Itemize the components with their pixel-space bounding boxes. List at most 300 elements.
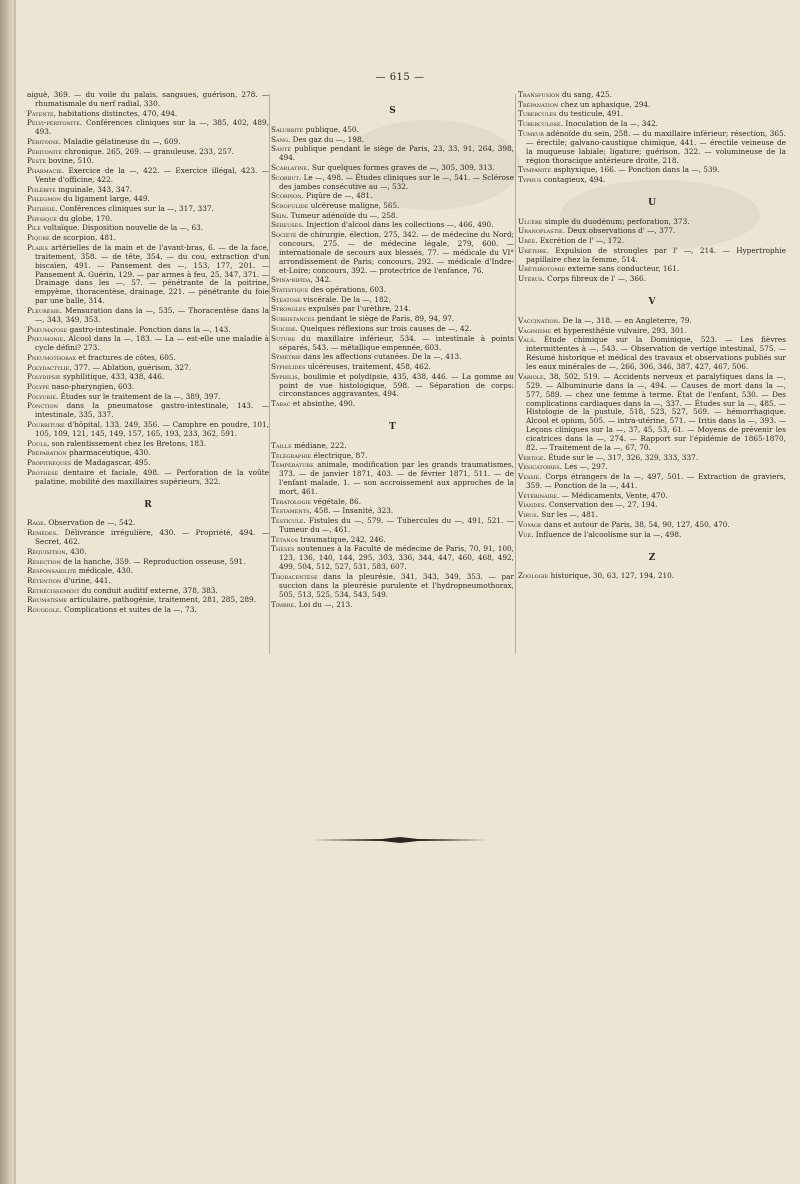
section-letter-t: T [389,422,396,433]
entry-text: d'hôpital, 133, 249, 356. — Camphre en poudre, 101, 105, 109, 121, 145, 149, 157, 165, 193, 233, 362, 591. [35,420,269,438]
index-entry [271,507,514,516]
entry-text: et hyperesthésie vulvaire, 293, 301. [551,325,687,335]
entry-text: . Complications et suites de la —, 73. [59,605,197,615]
entry-text: , son ralentissement chez les Bretons, 183. [46,438,207,448]
entry-text: . Sur quelques formes graves de —, 305, 309, 313. [307,162,495,172]
entry-text: . De la —, 318. — en Angleterre, 79. [558,315,692,325]
entry-headword: Résection [27,556,61,566]
entry-headword: Typhus [518,174,542,184]
entry-headword: Santé [271,144,291,154]
entry-text: dans la pleurésie, 341, 343, 349, 353. — par succion dans la pleurésie purulente et l'hydropneumothorax, 505, 513, 525, 534, 543, 549. [279,572,514,599]
entry-headword: Transfusion [518,90,560,99]
entry-text: articulaire, pathogénie, traitement, 281, 285, 289. [67,595,256,605]
entry-text: . Piqûre de —, 481. [301,191,373,201]
entry-headword: Uréthrotomie [518,264,566,274]
index-entry [27,224,269,233]
index-entry [27,354,269,363]
index-entry [27,393,269,402]
entry-text: . Étude sur le —, 317, 326, 329, 333, 337. [543,452,699,462]
entry-headword: Tératologie [271,496,312,506]
entry-text: expulsés par l'urèthre, 214. [305,304,411,314]
index-entry [27,577,269,586]
entry-headword: Remèdes [27,528,56,538]
entry-text: des opérations, 603. [308,285,386,295]
entry-headword: Virus [518,510,537,520]
entry-text: de chirurgie, élection, 275, 342. — de médecine du Nord; concours, 275. — de médecine légale, 279, 600. — internationale de secours aux blessés, 77. — médicale du VI° arrondissement de Paris; concours, 292. — médicale d'Indre-et-Loire; concours, 392. — protectrice de l'enfance, 76. [279,230,514,275]
entry-headword: Zoologie [518,571,549,581]
index-entry [27,548,269,557]
index-entry [271,202,514,211]
index-entry [518,327,786,336]
entry-headword: Sang [271,134,288,144]
entry-headword: Voyage [518,519,542,529]
entry-headword: Subsistances [271,314,315,324]
entry-headword: Vessie [518,472,540,482]
entry-text: . Conservation des —, 27, 194. [544,500,658,510]
entry-text: . Corps étrangers de la —, 497, 501. — Extraction de graviers, 359. — Ponction de la —, 441. [526,472,786,491]
entry-headword: Préparation [27,448,67,458]
entry-headword: Stéatose [271,294,301,304]
entry-headword: Peste [27,156,46,166]
index-entry [27,383,269,392]
index-entry [271,145,514,163]
entry-headword: Pourriture [27,420,65,430]
entry-headword: Polydactylie [27,362,70,372]
entry-headword: Tabac [271,399,291,409]
entry-list [271,442,514,609]
index-entry [27,215,269,224]
entry-text: naso-pharyngien, 603. [49,382,135,392]
entry-text: historique, 30, 63, 127, 194, 210. [548,571,675,581]
index-entry [518,166,786,175]
entry-headword: Physique [27,213,57,223]
entry-text: pendant le siège de Paris, 89, 94, 97. [314,314,455,324]
entry-headword: Vertige [518,452,544,462]
entry-text: , 458. — Insanité, 323. [309,506,394,516]
entry-text: , 342. [310,275,332,285]
entry-text: de Madagascar, 495. [71,458,151,468]
entry-text: syphilitique, 433, 438, 446. [60,372,165,382]
entry-headword: Péritoine [27,136,59,146]
entry-text: inguinale, 343, 347. [55,184,133,194]
index-entry [518,120,786,129]
entry-text: . Délivrance irrégulière, 430. — Propriété, 494. — Secret, 462. [35,528,269,547]
entry-headword: Urèthre [518,245,547,255]
entry-text: . Fistules du —, 579. — Tubercules du —, 491, 521. — Tumeur du —, 461. [279,516,514,535]
entry-headword: Pouls [27,438,47,448]
entry-headword: Pharmacie [27,166,62,176]
entry-text: publique pendant le siège de Paris, 23, 33, 91, 264, 398, 494. [279,144,514,163]
index-entry [271,212,514,221]
entry-headword: Ponction [27,401,58,411]
entry-list [518,317,786,540]
entry-text: dans la pneumatose gastro-intestinale, 143. — intestinale, 335, 337. [35,401,269,420]
entry-headword: Utérus [518,274,543,284]
entry-headword: Réquisition [27,546,66,556]
binding-edge [14,0,16,1184]
index-entry [271,231,514,276]
entry-text: pharmaceutique, 430. [66,448,151,458]
entry-headword: Timbre [271,599,295,609]
index-entry [27,558,269,567]
index-column-1 [27,91,269,616]
index-entry [27,205,269,214]
entry-text: . Études sur le traitement de la —, 389, 397. [55,391,221,401]
index-entry [271,296,514,305]
entry-text: électrique, 87. [311,450,368,460]
index-entry [518,227,786,236]
entry-list [518,218,786,284]
section-letter-u: U [648,197,656,208]
entry-text: et fractures de côtes, 605. [76,352,176,362]
index-entry [518,521,786,530]
entry-headword: Rhumatisme [27,595,68,605]
index-entry [27,459,269,468]
entry-headword: Suicide [271,323,296,333]
entry-headword: Tympanite [518,165,552,175]
column-rule [515,94,516,654]
entry-headword: Scorbut [271,172,299,182]
entry-text: . Mensuration dans la —, 535. — Thoracentèse dans la —, 343, 349, 353. [35,306,269,324]
index-entry [271,400,514,409]
index-entry [518,237,786,246]
entry-headword: Responsabilité [27,566,77,576]
index-entry [27,606,269,615]
entry-headword: Vétérinaire [518,490,558,500]
index-entry [271,601,514,610]
entry-headword: Pneumatose [27,324,68,334]
index-column-3 [518,91,786,582]
index-entry [271,315,514,324]
entry-text: du ligament large, 449. [60,194,150,204]
entry-text: animale, modification par les grands traumatismes, 373. — de janvier 1871, 403. — de février 1871, 511. — de l'enfant malade, 1. — son accroissement aux approches de la mort, 461. [279,460,514,497]
entry-text: . Maladie gélatineuse du —, 609. [58,136,181,146]
index-entry [271,286,514,295]
entry-headword: Variole [518,371,544,381]
section-letter-z: Z [648,552,656,563]
entry-text: médiane, 222. [291,440,347,450]
index-entry [271,573,514,600]
index-entry [271,221,514,230]
index-entry [271,536,514,545]
index-entry [518,572,786,581]
entry-text: . Injection d'alcool dans les collections —, 466, 490. [301,220,494,230]
entry-headword: Urée [518,236,536,246]
entry-text: . Tumeur adénoïde du —, 258. [286,210,398,220]
index-entry [518,317,786,326]
index-entry [271,174,514,192]
entry-headword: Tumeur [518,128,544,138]
index-entry [27,157,269,166]
entry-text: du maxillaire inférieur, 534. — intestinale à points séparés, 543. — métallique empennée, 603. [279,333,514,352]
entry-text: , 377. — Ablation, guérison, 327. [69,362,192,372]
entry-text: , boulimie et polydipsie, 435, 438, 446. — La gomme au point de vue histologique, 598. — Séparation de corps: circonstances aggravantes, 494. [279,371,514,399]
index-entry [518,501,786,510]
entry-text: contagieux, 494. [541,174,606,184]
entry-headword: Phlegmon [27,194,61,204]
column-rule [269,94,270,654]
entry-text: d'urine, 441. [61,575,111,585]
index-entry [27,440,269,449]
page-number: — 615 — [375,72,425,83]
entry-headword: Séreuses [271,220,302,230]
index-entry [271,126,514,135]
entry-text: chronique. 265, 269. — granuleuse, 233, 257. [62,146,234,156]
entry-headword: Pelvi-péritonite [27,118,80,128]
entry-text: . Les —, 297. [559,462,608,472]
entry-text: ulcéreuses, traitement, 458, 462. [305,361,431,371]
index-entry [271,164,514,173]
index-entry [518,473,786,491]
entry-text: . — Médicaments, Vente, 470. [557,490,668,500]
index-entry [27,449,269,458]
index-column-2 [271,91,514,610]
entry-text: . Conférences cliniques sur la —, 385, 402, 489, 493. [35,118,269,137]
entry-headword: Vaccination [518,315,559,325]
entry-headword: Polydipsie [27,372,61,382]
index-entry [271,373,514,400]
entry-text: . Deux observations d' —, 377. [562,226,676,236]
entry-text: , 430. [65,546,87,556]
index-entry [27,148,269,157]
entry-text: du testicule, 491. [556,109,624,119]
index-entry [518,265,786,274]
index-entry [27,587,269,596]
entry-headword: Polyurie [27,391,56,401]
index-entry [518,176,786,185]
index-entry [27,186,269,195]
entry-list [271,126,514,409]
entry-text: de la hanche, 359. — Reproduction osseuse, 591. [60,556,246,566]
index-entry [271,452,514,461]
entry-headword: Scorpion [271,191,302,201]
entry-headword: Tuberculose [518,119,561,129]
entry-text: gastro-intestinale. Ponction dans la —, 143. [67,324,231,334]
index-entry [518,463,786,472]
entry-headword: Patente [27,108,54,118]
entry-headword: Péritonite [27,146,63,156]
index-entry [518,373,786,453]
entry-headword: Testaments [271,506,310,516]
entry-headword: Strongles [271,304,306,314]
entry-headword: Prothèse [27,467,59,477]
entry-text: externe sans conducteur, 161. [565,264,680,274]
index-entry [27,110,269,119]
index-entry [271,335,514,353]
index-entry [518,130,786,166]
entry-text: . Des gaz du —, 198. [287,134,364,144]
entry-headword: Thoracentèse [271,572,318,581]
index-entry [27,91,269,109]
index-entry [27,519,269,528]
entry-headword: Rétention [27,575,62,585]
index-entry [271,363,514,372]
index-entry [27,364,269,373]
entry-text: simple du duodénum; perforation, 373. [542,216,690,226]
index-entry [271,517,514,535]
entry-headword: Syphilis [271,371,298,381]
entry-text: voltaïque. Disposition nouvelle de la —, 63. [40,223,204,233]
entry-text: du sang, 425. [559,90,612,99]
index-entry [27,596,269,605]
entry-headword: Vue [518,529,532,539]
entry-text: , 38, 502, 519. — Accidents nerveux et paralytiques dans la —, 529. — Albuminurie dans la —, 494. — Causes de mort dans la —, 577, 589. — chez une femme à terme. État de l'enfant, 530. — Des complications cardiaques dans la —, 337. — Études sur la —, 485. — Histologie de la pustule, 518, 523, 527, 569. — hémorrhagique. Alcool et opium, 505. — intra-utérine, 571. — Iritis dans la —, 393. — Leçons cliniques sur la —, 37, 45, 53, 61. — Moyens de prévenir les cicatrices dans la —, 274. — Rapport sur l'épidémie de 1865-1870, 82. — Traitement de la —, 67, 70. [526,371,786,453]
index-entry [518,275,786,284]
entry-text: . Étude chimique sur la Dominique, 523. — Les fièvres intermittentes à —, 543. — Observation de vertige intestinal, 575. — Résumé historique et médical des travaux et observations publiés sur les eaux minérales de —, 266, 306, 346, 387, 427, 467, 506. [526,335,786,372]
entry-text: dans et autour de Paris, 38, 54, 90, 127, 450, 470. [541,519,730,529]
index-entry [27,469,269,487]
entry-text: et absinthe, 490. [290,399,356,409]
entry-text: . Sur les —, 481. [536,510,598,520]
entry-text: ulcéreuse maligne, 565. [308,200,400,210]
entry-headword: Symétrie [271,352,301,362]
index-entry [271,461,514,497]
entry-headword: Rage [27,518,44,528]
entry-list [518,572,786,581]
entry-headword: Vésicatoires [518,462,560,472]
entry-headword: Rétrécissement [27,585,80,595]
entry-headword: Trépanation [518,99,559,109]
index-entry [27,167,269,185]
entry-text: . Corps fibreux de l' —, 366. [542,274,647,284]
index-entry [27,421,269,439]
index-entry [27,138,269,147]
entry-headword: Suture [271,333,296,343]
index-entry [518,336,786,372]
entry-headword: Tétanos [271,534,299,544]
entry-text: de scorpion, 481. [49,233,116,243]
entry-text: . Expulsion de strongles par l' —, 214. — Hypertrophie papillaire chez la femme, 514. [526,245,786,264]
entry-headword: Vals [518,335,534,345]
index-entry [271,305,514,314]
index-entry [518,247,786,265]
entry-headword: Scarlatine [271,162,308,172]
entry-text: adénoïde du sein, 258. — du maxillaire inférieur; résection, 365. — érectile; galvano-caustique chimique, 441. — érectile veineuse de la muqueuse labiale; ligature; guérison, 322. — volumineuse de la région thoracique antérieure droite, 218. [526,128,786,165]
index-entry [518,531,786,540]
entry-text: . Observation de —, 542. [43,518,136,528]
entry-headword: Piqure [27,233,50,243]
index-entry [518,454,786,463]
end-ornament-rule [312,828,488,834]
entry-headword: Spina-bifida [271,275,311,285]
entry-headword: Société [271,230,297,240]
index-entry [27,402,269,420]
entry-text: viscérale. De la —, 182. [300,294,391,304]
index-entry [27,119,269,137]
entry-text: traumatique, 242, 246. [298,534,386,544]
entry-text: publique, 450. [303,124,359,134]
entry-headword: Testicule [271,516,304,526]
entry-text: . Quelques réflexions sur trois causes de —, 42. [295,323,472,333]
section-letter-v: V [648,297,656,308]
entry-headword: Taille [271,440,292,450]
entry-headword: Tubercules [518,109,557,119]
index-entry [518,101,786,110]
entry-text: . Le —, 498. — Études cliniques sur le —, 541. — Sclérose des jambes consécutive au —, 532. [279,172,514,191]
entry-headword: Pneumothorax [27,352,77,362]
entry-text: soutenues à la Faculté de médecine de Paris, 70, 91, 100, 123, 136, 140, 144, 295, 303, 336, 344, 447, 460, 468, 492, 499, 504, 512, 527, 531, 583, 607. [279,544,514,572]
index-entry [27,234,269,243]
index-entry [27,195,269,204]
index-entry [271,276,514,285]
entry-text: chez un aphasique, 294. [558,99,651,109]
index-entry [518,110,786,119]
index-entry [518,91,786,100]
entry-headword: Uranoplastie [518,226,563,236]
entry-headword: Sein [271,210,286,220]
entry-headword: Rougeole [27,605,60,615]
entry-text: du globe, 170. [56,213,113,223]
entry-headword: Pleurésie [27,306,60,315]
entry-headword: Syphilides [271,361,306,371]
entry-headword: Ulcère [518,216,543,226]
entry-list [27,519,269,614]
entry-headword: Propitrèques [27,458,72,468]
index-entry [27,529,269,547]
entry-headword: Statistique [271,285,309,295]
entry-text: asphyxique, 166. — Ponction dans la —, 539. [551,165,720,175]
entry-headword: Phlébite [27,184,56,194]
entry-text: . Loi du —, 213. [294,599,353,609]
entry-headword: Thèses [271,544,295,554]
index-entry [27,326,269,335]
entry-headword: Polype [27,382,50,392]
entry-text: . Alcool dans la —, 183. — La — est-elle une maladie à cycle défini? 273. [35,334,269,353]
index-entry [518,218,786,227]
index-entry [271,353,514,362]
entry-headword: Plaies [27,242,48,252]
entry-text: artérielles de la main et de l'avant-bras, 6. — de la face, traitement, 358. — de tête, 354. — du cou, extraction d'un biscaïen, 491. — Pansement des —, 153, 177, 201. — Pansement A. Guérin, 129. — par armes à feu, 25, 347, 371. — Drainage dans les —, 57. — pénétrante de la poitrine, empyème, thoracentèse, drainage, 221. — pénétrante du foie par une balle, 314. [35,242,269,306]
index-entry [271,442,514,451]
entry-text: . Inoculation de la —, 342. [560,119,658,129]
index-entry [27,567,269,576]
entry-text: dentaire et faciale, 498. — Perforation de la voûte palatine, mobilité des maxillaires supérieurs, 322. [35,467,269,486]
index-entry [271,498,514,507]
entry-text: . Exercice de la —, 422. — Exercice illégal, 423. — Vente d'officine, 422. [35,166,269,184]
index-entry [27,244,269,306]
index-entry [27,335,269,353]
entry-headword: Phthisie [27,204,55,214]
entry-text: du conduit auditif externe, 378, 383. [79,585,218,595]
entry-headword: Pneumonie [27,334,64,344]
entry-headword: Pile [27,223,41,233]
entry-list [518,91,786,185]
entry-headword: Température [271,460,314,470]
entry-text: médicale, 430. [76,566,133,576]
entry-text: . Excrétion de l' —, 172. [535,236,625,246]
entry-headword: Salubrité [271,124,304,134]
entry-headword: Viandes [518,500,545,510]
section-letter-r: R [144,499,152,510]
section-letter-s: S [389,106,396,116]
entry-text: végétale, 86. [311,496,362,506]
entry-text: , habitations distinctes, 470, 494. [53,108,178,118]
entry-text: . Conférences cliniques sur la —, 317, 337. [55,204,214,214]
entry-text: aiguë, 369. — du voile du palais, sangsues, guérison, 278. — rhumatismale du nerf radial, 330. [27,90,269,108]
entry-headword: Scrofulide [271,200,309,210]
index-entry [271,325,514,334]
index-entry [518,492,786,501]
entry-text: dans les affections cutanées. De la —, 413. [300,352,462,362]
entry-list [27,91,269,487]
index-entry [518,511,786,520]
entry-text: bovine, 510. [45,156,94,166]
entry-text: . Influence de l'alcoolisme sur la —, 498. [531,529,682,539]
entry-headword: Télégraphie [271,450,312,460]
index-entry [271,192,514,201]
index-entry [27,307,269,325]
entry-headword: Vaginisme [518,325,552,335]
